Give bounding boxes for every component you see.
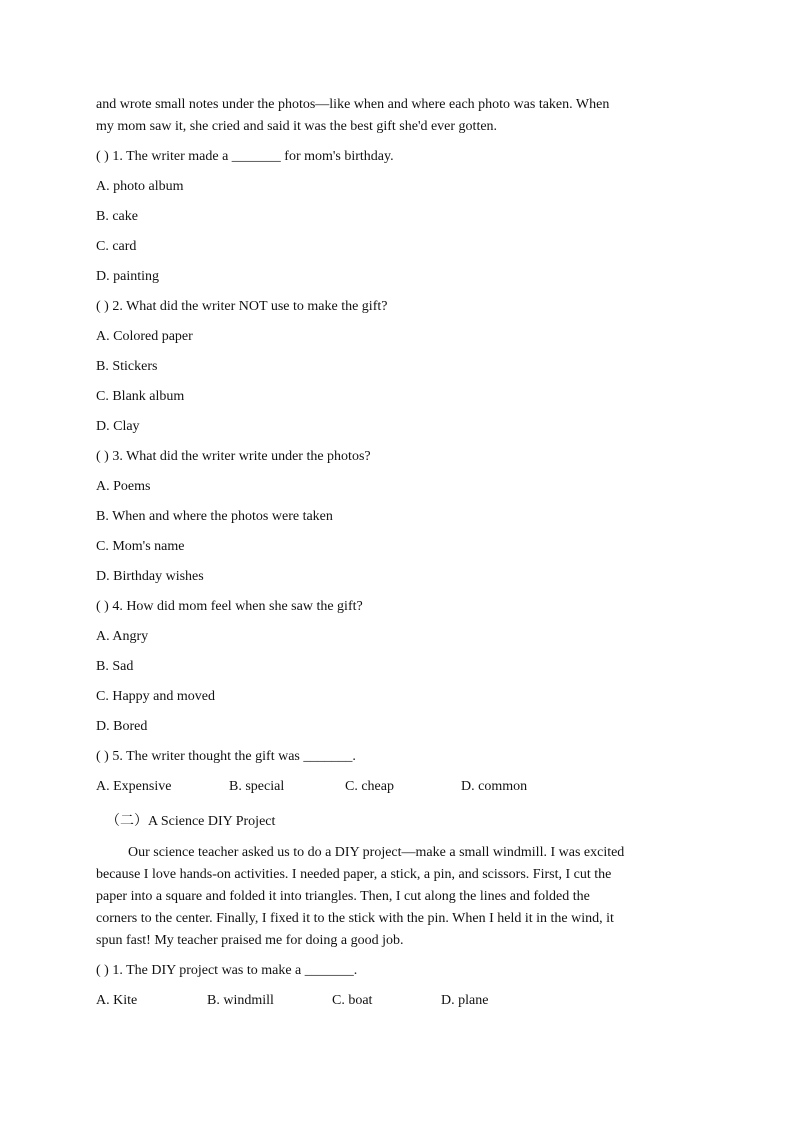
question-stem: ( ) 2. What did the writer NOT use to make the gift?: [96, 299, 388, 314]
question-stem: ( ) 3. What did the writer write under the photos?: [96, 449, 371, 464]
passage-line: corners to the center. Finally, I fixed it to the stick with the pin. When I held it in the wind, it: [96, 911, 614, 926]
option-d: D. painting: [96, 269, 159, 284]
option-d: D. Birthday wishes: [96, 569, 204, 584]
option-a: A. Expensive: [96, 779, 172, 794]
option-c: C. Happy and moved: [96, 689, 215, 704]
option-d: D. Bored: [96, 719, 148, 734]
question-stem: ( ) 4. How did mom feel when she saw the gift?: [96, 599, 363, 614]
option-b: B. cake: [96, 209, 138, 224]
option-b: B. special: [229, 779, 285, 794]
option-b: B. Stickers: [96, 359, 158, 374]
option-b: B. When and where the photos were taken: [96, 509, 333, 524]
option-a: A. Colored paper: [96, 329, 193, 344]
options-row: [96, 986, 696, 1016]
option-c: C. cheap: [345, 779, 394, 794]
passage-line: and wrote small notes under the photos—like when and where each photo was taken. When: [96, 97, 610, 112]
option-a: A. Poems: [96, 479, 151, 494]
passage-line: spun fast! My teacher praised me for doing a good job.: [96, 933, 404, 948]
question-3: [96, 442, 696, 592]
passage-2: [96, 842, 696, 952]
passage-line: because I love hands-on activities. I needed paper, a stick, a pin, and scissors. First, I cut the: [96, 867, 612, 882]
option-d: D. plane: [441, 993, 489, 1008]
option-c: C. boat: [332, 993, 373, 1008]
option-b: B. Sad: [96, 659, 134, 674]
option-d: D. Clay: [96, 419, 140, 434]
question-stem: ( ) 1. The writer made a _______ for mom's birthday.: [96, 149, 394, 164]
question-5: [96, 742, 696, 802]
option-a: A. Angry: [96, 629, 149, 644]
passage-line: Our science teacher asked us to do a DIY project—make a small windmill. I was excited: [128, 845, 625, 860]
passage-line: paper into a square and folded it into triangles. Then, I cut along the lines and folded the: [96, 889, 590, 904]
worksheet-page: [96, 94, 696, 1016]
option-c: C. card: [96, 239, 137, 254]
question-stem: ( ) 5. The writer thought the gift was _______.: [96, 749, 356, 764]
question-4: [96, 592, 696, 742]
option-d: D. common: [461, 779, 528, 794]
section-2-title: （二）A Science DIY Project: [106, 814, 276, 829]
question-1: [96, 142, 696, 292]
passage-line: my mom saw it, she cried and said it was the best gift she'd ever gotten.: [96, 119, 498, 134]
option-c: C. Blank album: [96, 389, 185, 404]
option-c: C. Mom's name: [96, 539, 185, 554]
question-2: [96, 292, 696, 442]
question-stem: ( ) 1. The DIY project was to make a _______.: [96, 963, 358, 978]
option-b: B. windmill: [207, 993, 274, 1008]
option-a: A. photo album: [96, 179, 184, 194]
section-2-question-1: [96, 956, 696, 1016]
passage-1-continuation: [96, 94, 696, 138]
option-a: A. Kite: [96, 993, 138, 1008]
options-row: [96, 772, 696, 802]
